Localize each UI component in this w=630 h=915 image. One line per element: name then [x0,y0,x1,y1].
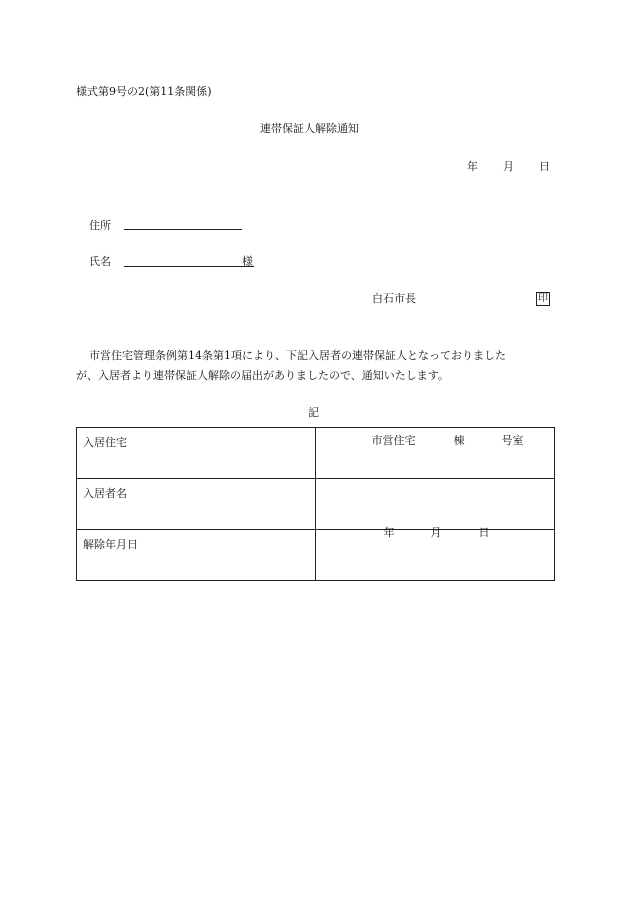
honorific: 様 [242,255,253,268]
room-unit: 号室 [501,433,524,447]
body-text-line-1-tail: た [495,349,506,362]
address-label: 住所 [89,219,111,232]
info-table [76,427,555,581]
name-label: 氏名 [89,255,111,268]
release-month: 月 [430,525,442,539]
form-number: 様式第9号の2(第11条関係) [76,85,212,98]
body-text-line-1 [89,350,506,361]
date-day: 日 [539,160,550,173]
building-unit: 棟 [453,433,465,447]
table-cell-value [316,479,555,530]
release-year: 年 [383,525,395,539]
table-cell-label: 入居者名 [77,479,316,530]
body-text-line-1-main: 市営住宅管理条例第14条第1項により、下記入居者の連帯保証人となっておりまし [89,349,495,362]
ki-heading: 記 [308,406,319,419]
issuer: 白石市長 [372,292,416,305]
body-text-line-2: が、入居者より連帯保証人解除の届出がありましたので、通知いたします。 [76,369,449,382]
table-row [77,428,555,479]
table-cell-label: 入居住宅 [77,428,316,479]
address-field-line [124,229,242,230]
date-year: 年 [467,160,478,173]
seal-mark: 印 [538,293,548,304]
name-field-line [124,266,254,267]
housing-name: 市営住宅 [371,433,416,447]
release-day: 日 [478,525,490,539]
table-cell-label: 解除年月日 [77,530,316,581]
date-month: 月 [503,160,514,173]
document-title: 連帯保証人解除通知 [260,122,359,135]
table-row [77,479,555,530]
